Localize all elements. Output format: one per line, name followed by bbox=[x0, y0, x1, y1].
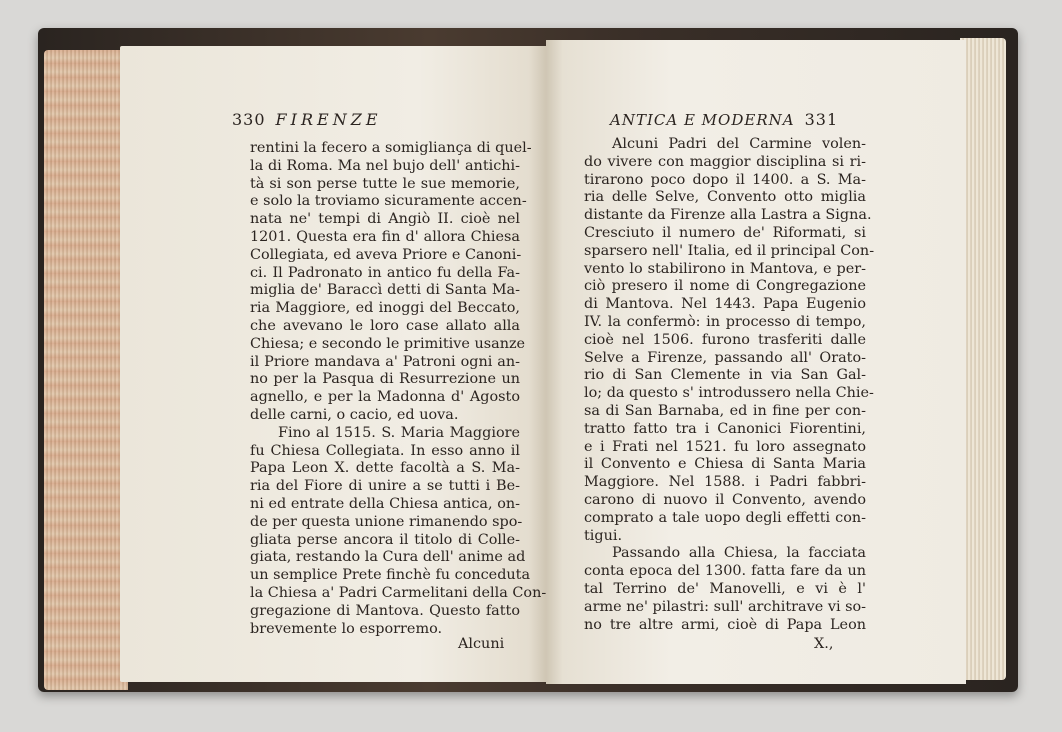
text-line: rentini la fecero a somigliança di quel- bbox=[250, 140, 532, 156]
right-page-header bbox=[610, 110, 838, 129]
text-line: rio di San Clemente in via San Gal- bbox=[584, 367, 866, 384]
text-line: tirarono poco dopo il 1400. a S. Ma- bbox=[584, 171, 866, 188]
right-page bbox=[546, 40, 966, 684]
text-line: IV. la confermò: in processo di tempo, bbox=[584, 313, 866, 330]
text-line: 1201. Questa era fin d' allora Chiesa bbox=[250, 228, 520, 245]
left-page bbox=[120, 46, 546, 682]
text-line: sa di San Barnaba, ed in fine per con- bbox=[584, 402, 866, 419]
text-line: fu Chiesa Collegiata. In esso anno il bbox=[250, 442, 520, 459]
text-line: carono di nuovo il Convento, avendo bbox=[584, 491, 866, 508]
text-line: la Chiesa a' Padri Carmelitani della Con- bbox=[250, 584, 547, 601]
text-line: e solo la troviamo sicuramente accen- bbox=[250, 193, 527, 210]
text-line: tal Terrino de' Manovelli, e vi è l' bbox=[584, 580, 866, 597]
text-line: Chiesa; e secondo le primitive usanze bbox=[250, 335, 526, 352]
text-line: gliata perse ancora il titolo di Colle- bbox=[250, 531, 520, 548]
text-line: Cresciuto il numero de' Riformati, si bbox=[584, 224, 866, 241]
text-line: nata ne' tempi di Angiò II. cioè nel bbox=[250, 211, 520, 228]
text-line: cioè nel 1506. furono trasferiti dalle bbox=[584, 331, 866, 348]
text-line: Passando alla Chiesa, la facciata bbox=[612, 545, 866, 562]
text-line: miglia de' Baraccì detti di Santa Ma- bbox=[250, 282, 520, 299]
text-line: ciò presero il nome di Congregazione bbox=[584, 278, 866, 295]
text-line: gregazione di Mantova. Questo fatto bbox=[250, 602, 520, 619]
text-line: il Priore mandava a' Patroni ogni an- bbox=[250, 353, 520, 370]
text-line: ria Maggiore, ed inoggi del Beccato, bbox=[250, 300, 520, 317]
text-line: conta epoca del 1300. fatta fare da un bbox=[584, 563, 866, 580]
text-line: distante da Firenze alla Lastra a Signa. bbox=[584, 207, 872, 224]
text-line: Papa Leon X. dette facoltà a S. Ma- bbox=[250, 460, 520, 477]
text-line: vento lo stabilirono in Mantova, e per- bbox=[584, 260, 866, 277]
page-number: 330 bbox=[232, 110, 266, 129]
text-line: di Mantova. Nel 1443. Papa Eugenio bbox=[584, 296, 866, 313]
page-number: 331 bbox=[804, 110, 839, 129]
left-page-header bbox=[232, 110, 382, 129]
text-line: no per la Pasqua di Resurrezione un bbox=[250, 371, 520, 388]
text-line: il Convento e Chiesa di Santa Maria bbox=[584, 456, 866, 473]
text-line: no tre altre armi, cioè di Papa Leon bbox=[584, 616, 866, 633]
right-page-text bbox=[584, 136, 875, 634]
text-line: e i Frati nel 1521. fu loro assegnato bbox=[584, 438, 866, 455]
text-line: arme ne' pilastri: sull' architrave vi so- bbox=[584, 598, 867, 615]
text-line: ria delle Selve, Convento otto miglia bbox=[584, 189, 866, 206]
text-line: tratto fatto tra i Canonici Fiorentini, bbox=[584, 420, 866, 437]
text-line: de per questa unione rimanendo spo- bbox=[250, 513, 523, 530]
text-line: agnello, e per la Madonna d' Agosto bbox=[250, 389, 520, 406]
text-line: ria del Fiore di unire a se tutti i Be- bbox=[250, 478, 520, 495]
page-edges-left bbox=[44, 50, 128, 690]
text-line: la di Roma. Ma nel bujo dell' antichi- bbox=[250, 157, 520, 174]
text-line: lo; da questo s' introdussero nella Chie- bbox=[584, 385, 874, 402]
catchword: Alcuni bbox=[458, 636, 505, 652]
text-line: ci. Il Padronato in antico fu della Fa- bbox=[250, 264, 520, 281]
text-line: che avevano le loro case allato alla bbox=[250, 317, 520, 334]
text-line: Maggiore. Nel 1588. i Padri fabbri- bbox=[584, 474, 866, 491]
text-line: un semplice Prete finchè fu conceduta bbox=[250, 567, 531, 584]
text-line: Alcuni Padri del Carmine volen- bbox=[612, 136, 866, 152]
text-line: giata, restando la Cura dell' anime ad bbox=[250, 549, 526, 566]
text-line: Selve a Firenze, passando all' Orato- bbox=[584, 349, 866, 366]
text-line: comprato a tale uopo degli effetti con- bbox=[584, 509, 866, 526]
text-line: ni ed entrate della Chiesa antica, on- bbox=[250, 495, 520, 512]
text-line: tà si son perse tutte le sue memorie, bbox=[250, 175, 520, 192]
running-title: FIRENZE bbox=[275, 110, 382, 129]
left-page-text bbox=[250, 140, 547, 638]
text-line: tigui. bbox=[584, 527, 623, 544]
text-line: delle carni, o cacio, ed uova. bbox=[250, 406, 459, 423]
catchword: X., bbox=[814, 636, 834, 652]
running-title: ANTICA E MODERNA bbox=[610, 111, 795, 129]
text-line: sparsero nell' Italia, ed il principal Con- bbox=[584, 242, 875, 259]
text-line: Fino al 1515. S. Maria Maggiore bbox=[278, 424, 520, 441]
text-line: do vivere con maggior disciplina si ri- bbox=[584, 153, 866, 170]
page-edges-right bbox=[960, 38, 1006, 680]
text-line: Collegiata, ed aveva Priore e Canoni- bbox=[250, 246, 522, 263]
text-line: brevemente lo esporremo. bbox=[250, 620, 443, 637]
